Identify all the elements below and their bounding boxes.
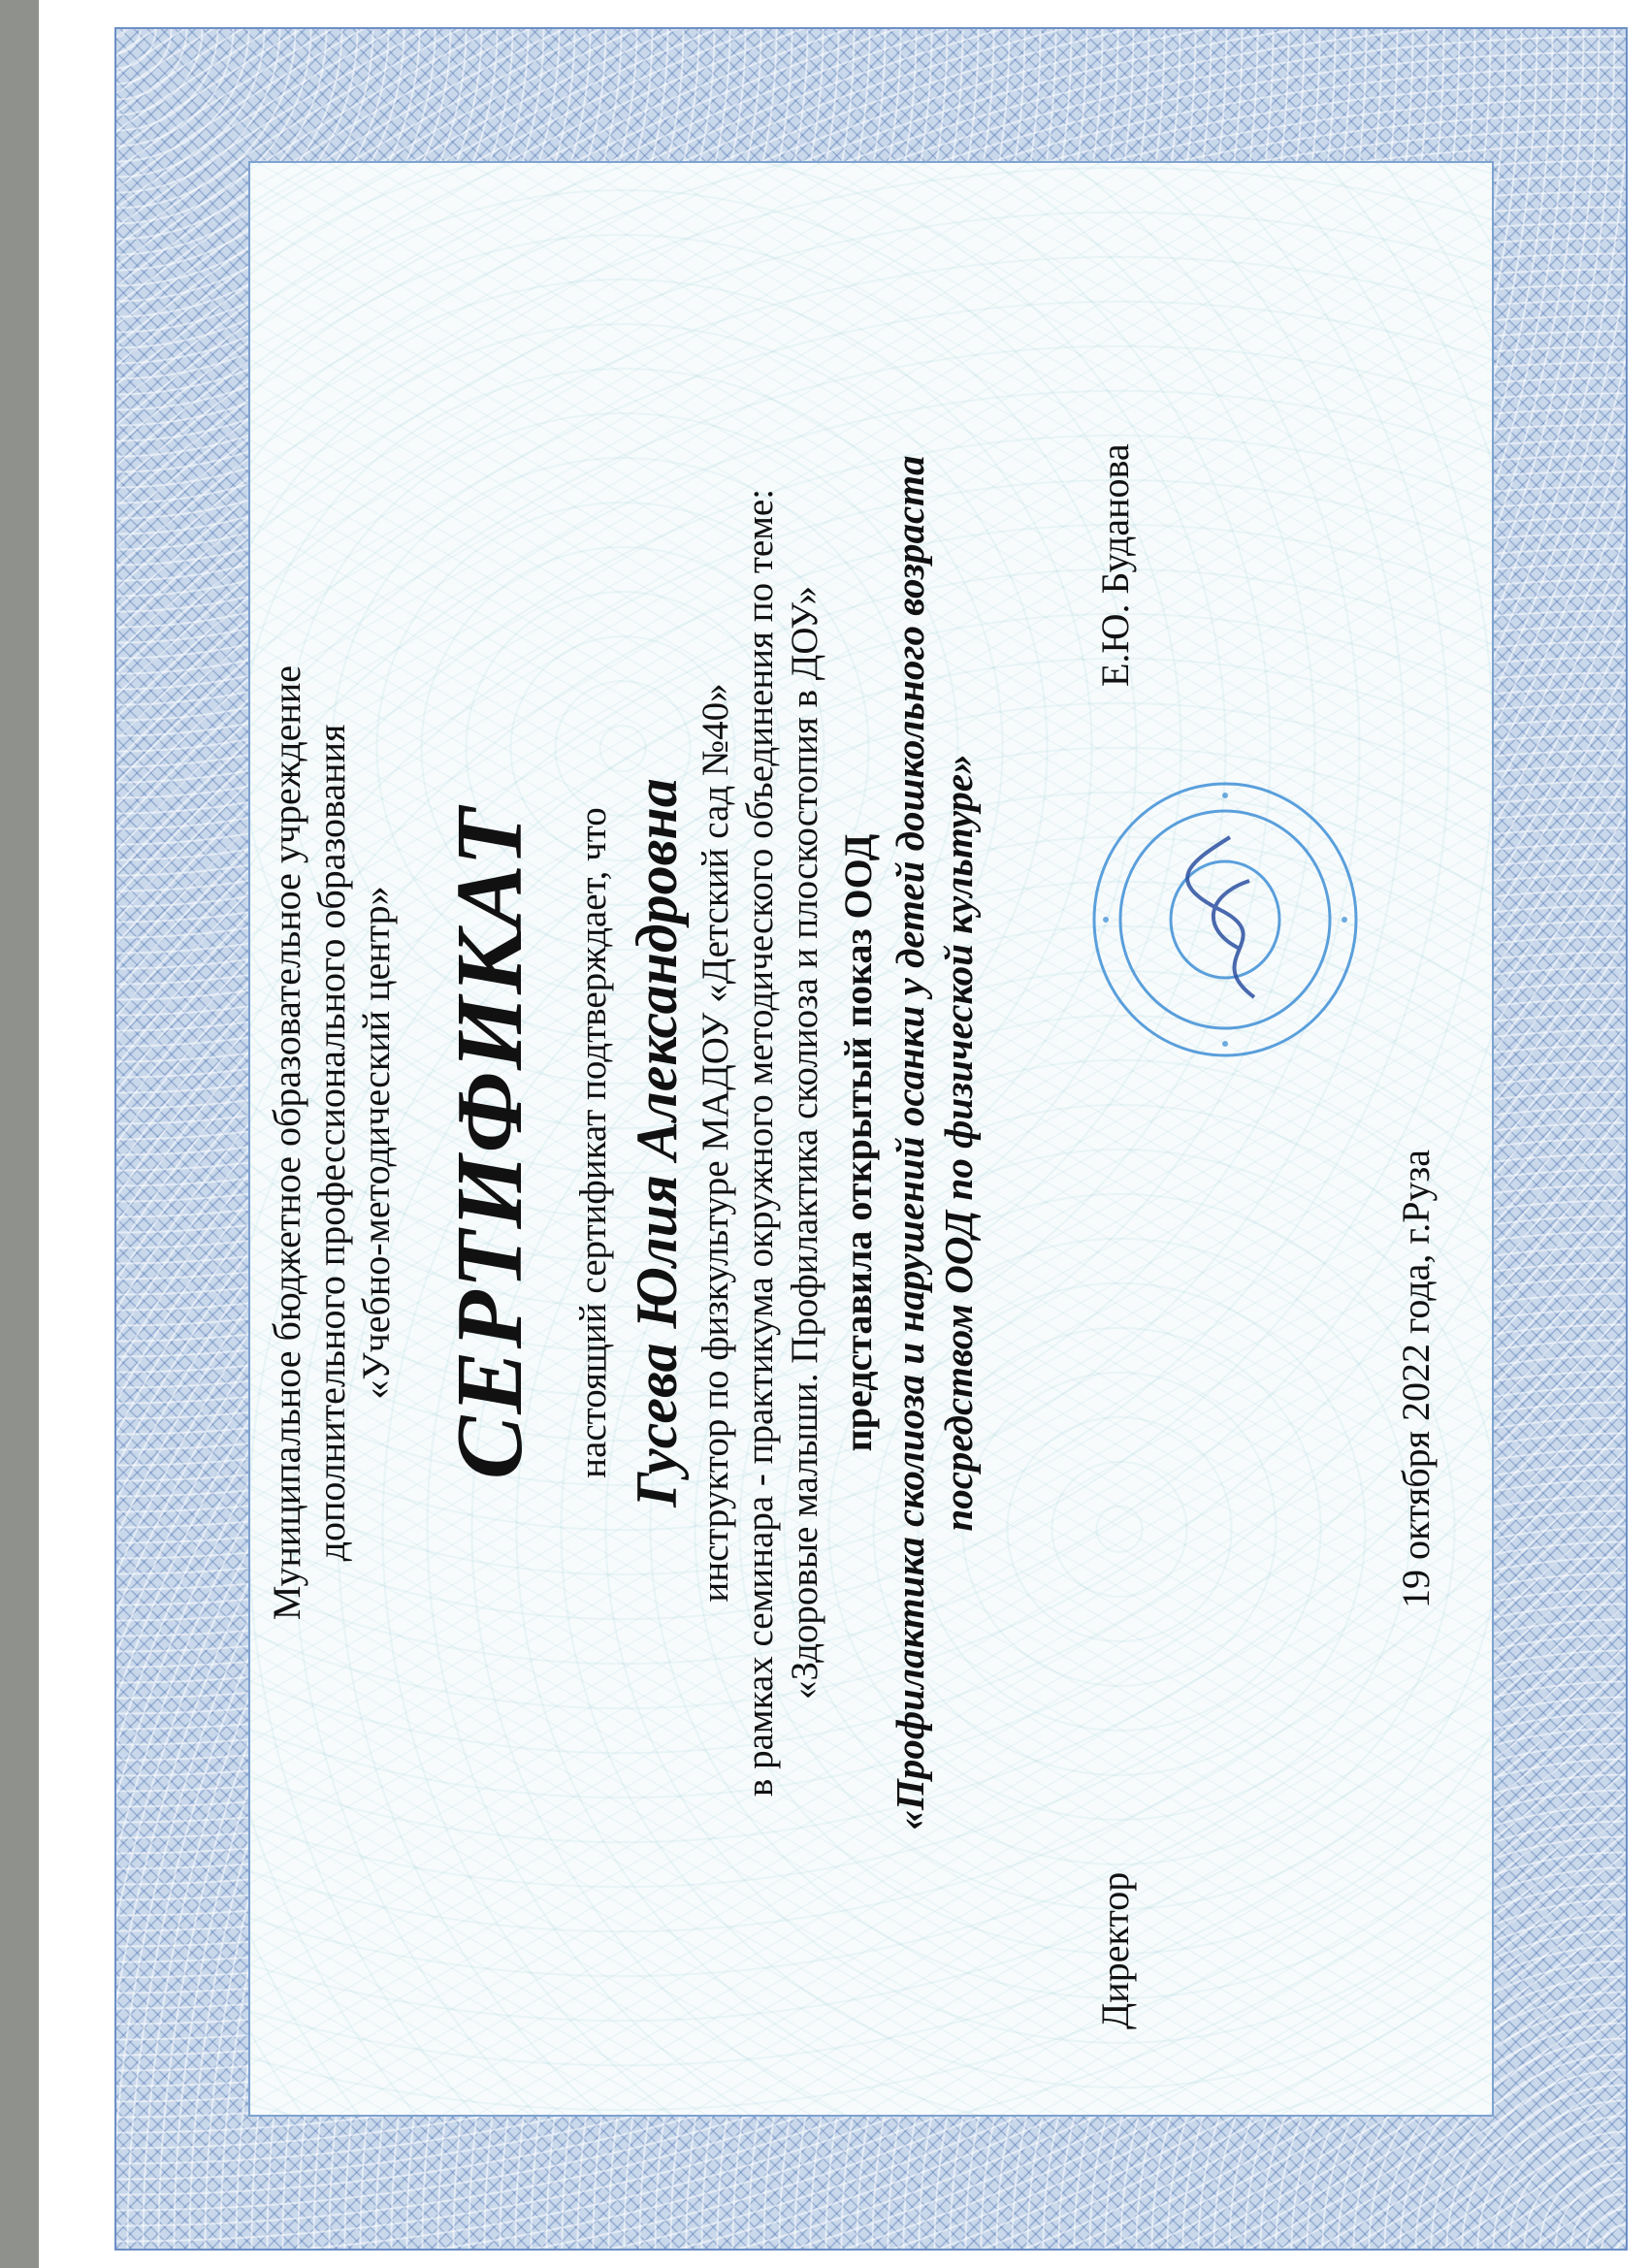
- topic-line-1: «Профилактика сколиоза и нарушений осанки у детей дошкольного возраста: [888, 455, 932, 1831]
- seminar-topic: «Здоровые малыши. Профилактика сколиоза и плоскостопия в ДОУ»: [784, 586, 825, 1700]
- signature-role: Директор: [1093, 1871, 1137, 2029]
- organization-line-2: дополнительного профессионального образования: [309, 724, 353, 1562]
- confirm-text: настоящий сертификат подтверждает, что: [572, 807, 614, 1478]
- organization-line-1: Муниципальное бюджетное образовательное учреждение: [265, 664, 308, 1621]
- seminar-line: в рамках семинара - практикума окружного методического объединения по теме:: [739, 488, 781, 1798]
- scan-edge-strip: [0, 0, 39, 2268]
- topic-line-2: посредством ООД по физической культуре»: [936, 754, 981, 1532]
- certificate-body: [248, 161, 1494, 2117]
- achievement-text: представила открытый показ ООД: [836, 833, 880, 1452]
- certificate-border: [114, 27, 1628, 2251]
- organization-line-3: «Учебно-методический центр»: [354, 886, 398, 1400]
- signature-name: Е.Ю. Буданова: [1093, 443, 1137, 687]
- official-stamp: [1084, 774, 1366, 1065]
- certificate-content: [250, 163, 1500, 2122]
- recipient-name: Гусева Юлия Александровна: [625, 778, 689, 1507]
- recipient-position: инструктор по физкультуре МАДОУ «Детский сад №40»: [695, 683, 736, 1603]
- certificate-title: СЕРТИФИКАТ: [437, 805, 542, 1480]
- date-place: 19 октября 2022 года, г.Руза: [1394, 1149, 1438, 1608]
